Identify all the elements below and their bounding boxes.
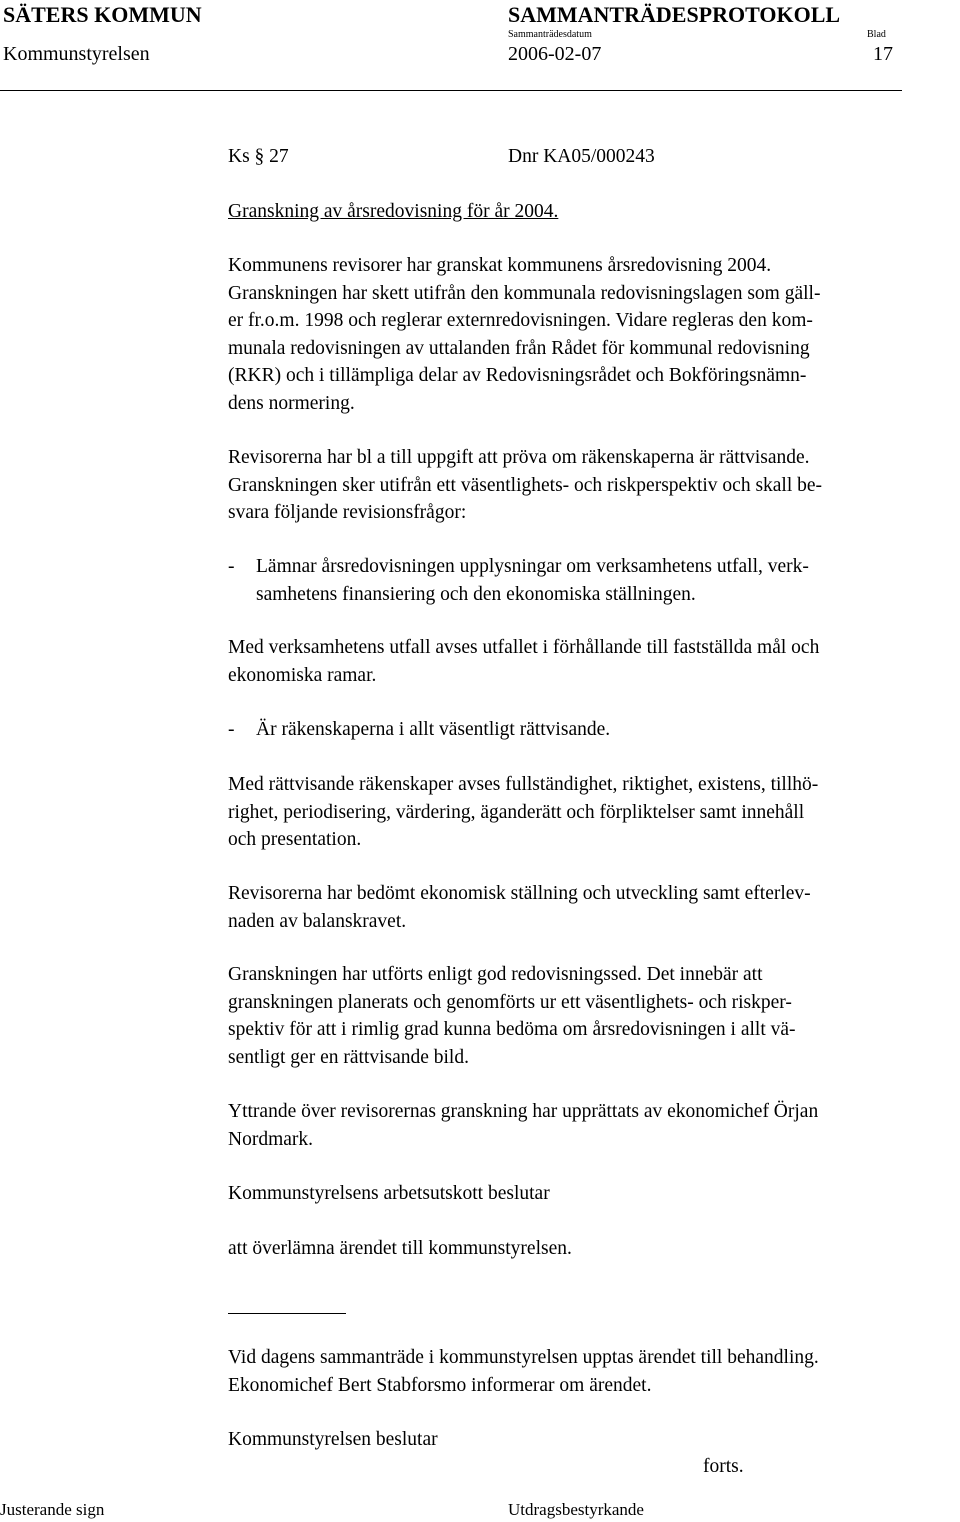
committee-name: Kommunstyrelsen: [3, 43, 150, 65]
header-rule: [0, 90, 902, 91]
text-line: er fr.o.m. 1998 och reglerar externredovisningen. Vidare regleras den kom-: [228, 310, 813, 331]
dash-marker: -: [228, 719, 235, 740]
text-line: (RKR) och i tillämpliga delar av Redovisningsrådet och Bokföringsnämn-: [228, 365, 807, 386]
text-line: Kommunstyrelsens arbetsutskott beslutar: [228, 1183, 550, 1204]
paragraph-audit-task: [228, 444, 822, 527]
meeting-date: 2006-02-07: [508, 43, 602, 65]
text-line: Lämnar årsredovisningen upplysningar om verksamhetens utfall, verk-: [256, 556, 809, 577]
text-line: Kommunens revisorer har granskat kommunens årsredovisning 2004.: [228, 255, 772, 276]
text-line: ekonomiska ramar.: [228, 664, 377, 686]
text-line: righet, periodisering, värdering, äganderätt och förpliktelser samt innehåll: [228, 801, 805, 823]
paragraph-outcome-definition: [228, 634, 819, 689]
footer-certification: Utdragsbestyrkande: [508, 1500, 644, 1519]
case-dnr: Dnr KA05/000243: [508, 146, 655, 167]
document-type: SAMMANTRÄDESPROTOKOLL: [508, 2, 841, 27]
paragraph-decision: [228, 1235, 572, 1263]
text-line: Är räkenskaperna i allt väsentligt rättvisande.: [256, 719, 611, 740]
paragraph-fair-accounts: [228, 771, 818, 854]
text-line: att överlämna ärendet till kommunstyrelsen.: [228, 1238, 572, 1259]
text-line: Nordmark.: [228, 1128, 314, 1150]
paragraph-committee-decides: [228, 1180, 550, 1208]
text-line: och presentation.: [228, 829, 362, 850]
paragraph-meeting-note: [228, 1344, 819, 1399]
text-line: granskningen planerats och genomförts ur ett väsentlighets- och riskper-: [228, 991, 792, 1013]
text-line: Granskningen sker utifrån ett väsentlighets- och riskperspektiv och skall be-: [228, 474, 823, 496]
text-line: Granskningen har utförts enligt god redovisningssed. Det innebär att: [228, 964, 763, 985]
paragraph-balance-requirement: [228, 880, 811, 935]
text-line: munala redovisningen av uttalanden från Rådet för kommunal redovisning: [228, 337, 810, 359]
text-line: Revisorerna har bedömt ekonomisk ställning och utveckling samt efterlev-: [228, 883, 811, 904]
paragraph-audit-basis: [228, 252, 820, 417]
text-line: samhetens finansiering och den ekonomiska ställningen.: [256, 583, 696, 605]
text-line: Yttrande över revisorernas granskning har upprättats av ekonomichef Örjan: [228, 1101, 819, 1122]
text-line: Ekonomichef Bert Stabforsmo informerar om ärendet.: [228, 1374, 652, 1396]
text-line: Revisorerna har bl a till uppgift att pröva om räkenskaperna är rättvisande.: [228, 447, 810, 468]
text-line: Med rättvisande räkenskaper avses fullständighet, riktighet, existens, tillhö-: [228, 774, 819, 795]
text-line: sentligt ger en rättvisande bild.: [228, 1046, 469, 1068]
page-label: Blad: [867, 29, 886, 40]
paragraph-board-decides: [228, 1426, 438, 1454]
paragraph-audit-practice: [228, 961, 796, 1071]
date-label: Sammanträdesdatum: [508, 29, 592, 40]
text-line: spektiv för att i rimlig grad kunna bedöma om årsredovisningen i allt vä-: [228, 1019, 796, 1040]
text-line: naden av balanskravet.: [228, 910, 407, 932]
dash-marker: -: [228, 556, 235, 577]
case-number: Ks § 27: [228, 146, 289, 167]
text-line: svara följande revisionsfrågor:: [228, 502, 467, 523]
continued-marker: forts.: [703, 1456, 744, 1477]
text-line: dens normering.: [228, 392, 355, 414]
text-line: Granskningen har skett utifrån den kommunala redovisningslagen som gäll-: [228, 282, 821, 304]
case-title: Granskning av årsredovisning för år 2004.: [228, 201, 559, 222]
page-number: 17: [873, 43, 893, 65]
text-line: Vid dagens sammanträde i kommunstyrelsen upptas ärendet till behandling.: [228, 1347, 819, 1368]
footer-adjusting-signature: Justerande sign: [0, 1500, 105, 1519]
text-line: Kommunstyrelsen beslutar: [228, 1429, 438, 1450]
paragraph-statement: [228, 1098, 818, 1153]
text-line: Med verksamhetens utfall avses utfallet i förhållande till fastställda mål och: [228, 637, 820, 658]
separator-line: [228, 1313, 346, 1314]
municipality-name: SÄTERS KOMMUN: [3, 2, 202, 27]
